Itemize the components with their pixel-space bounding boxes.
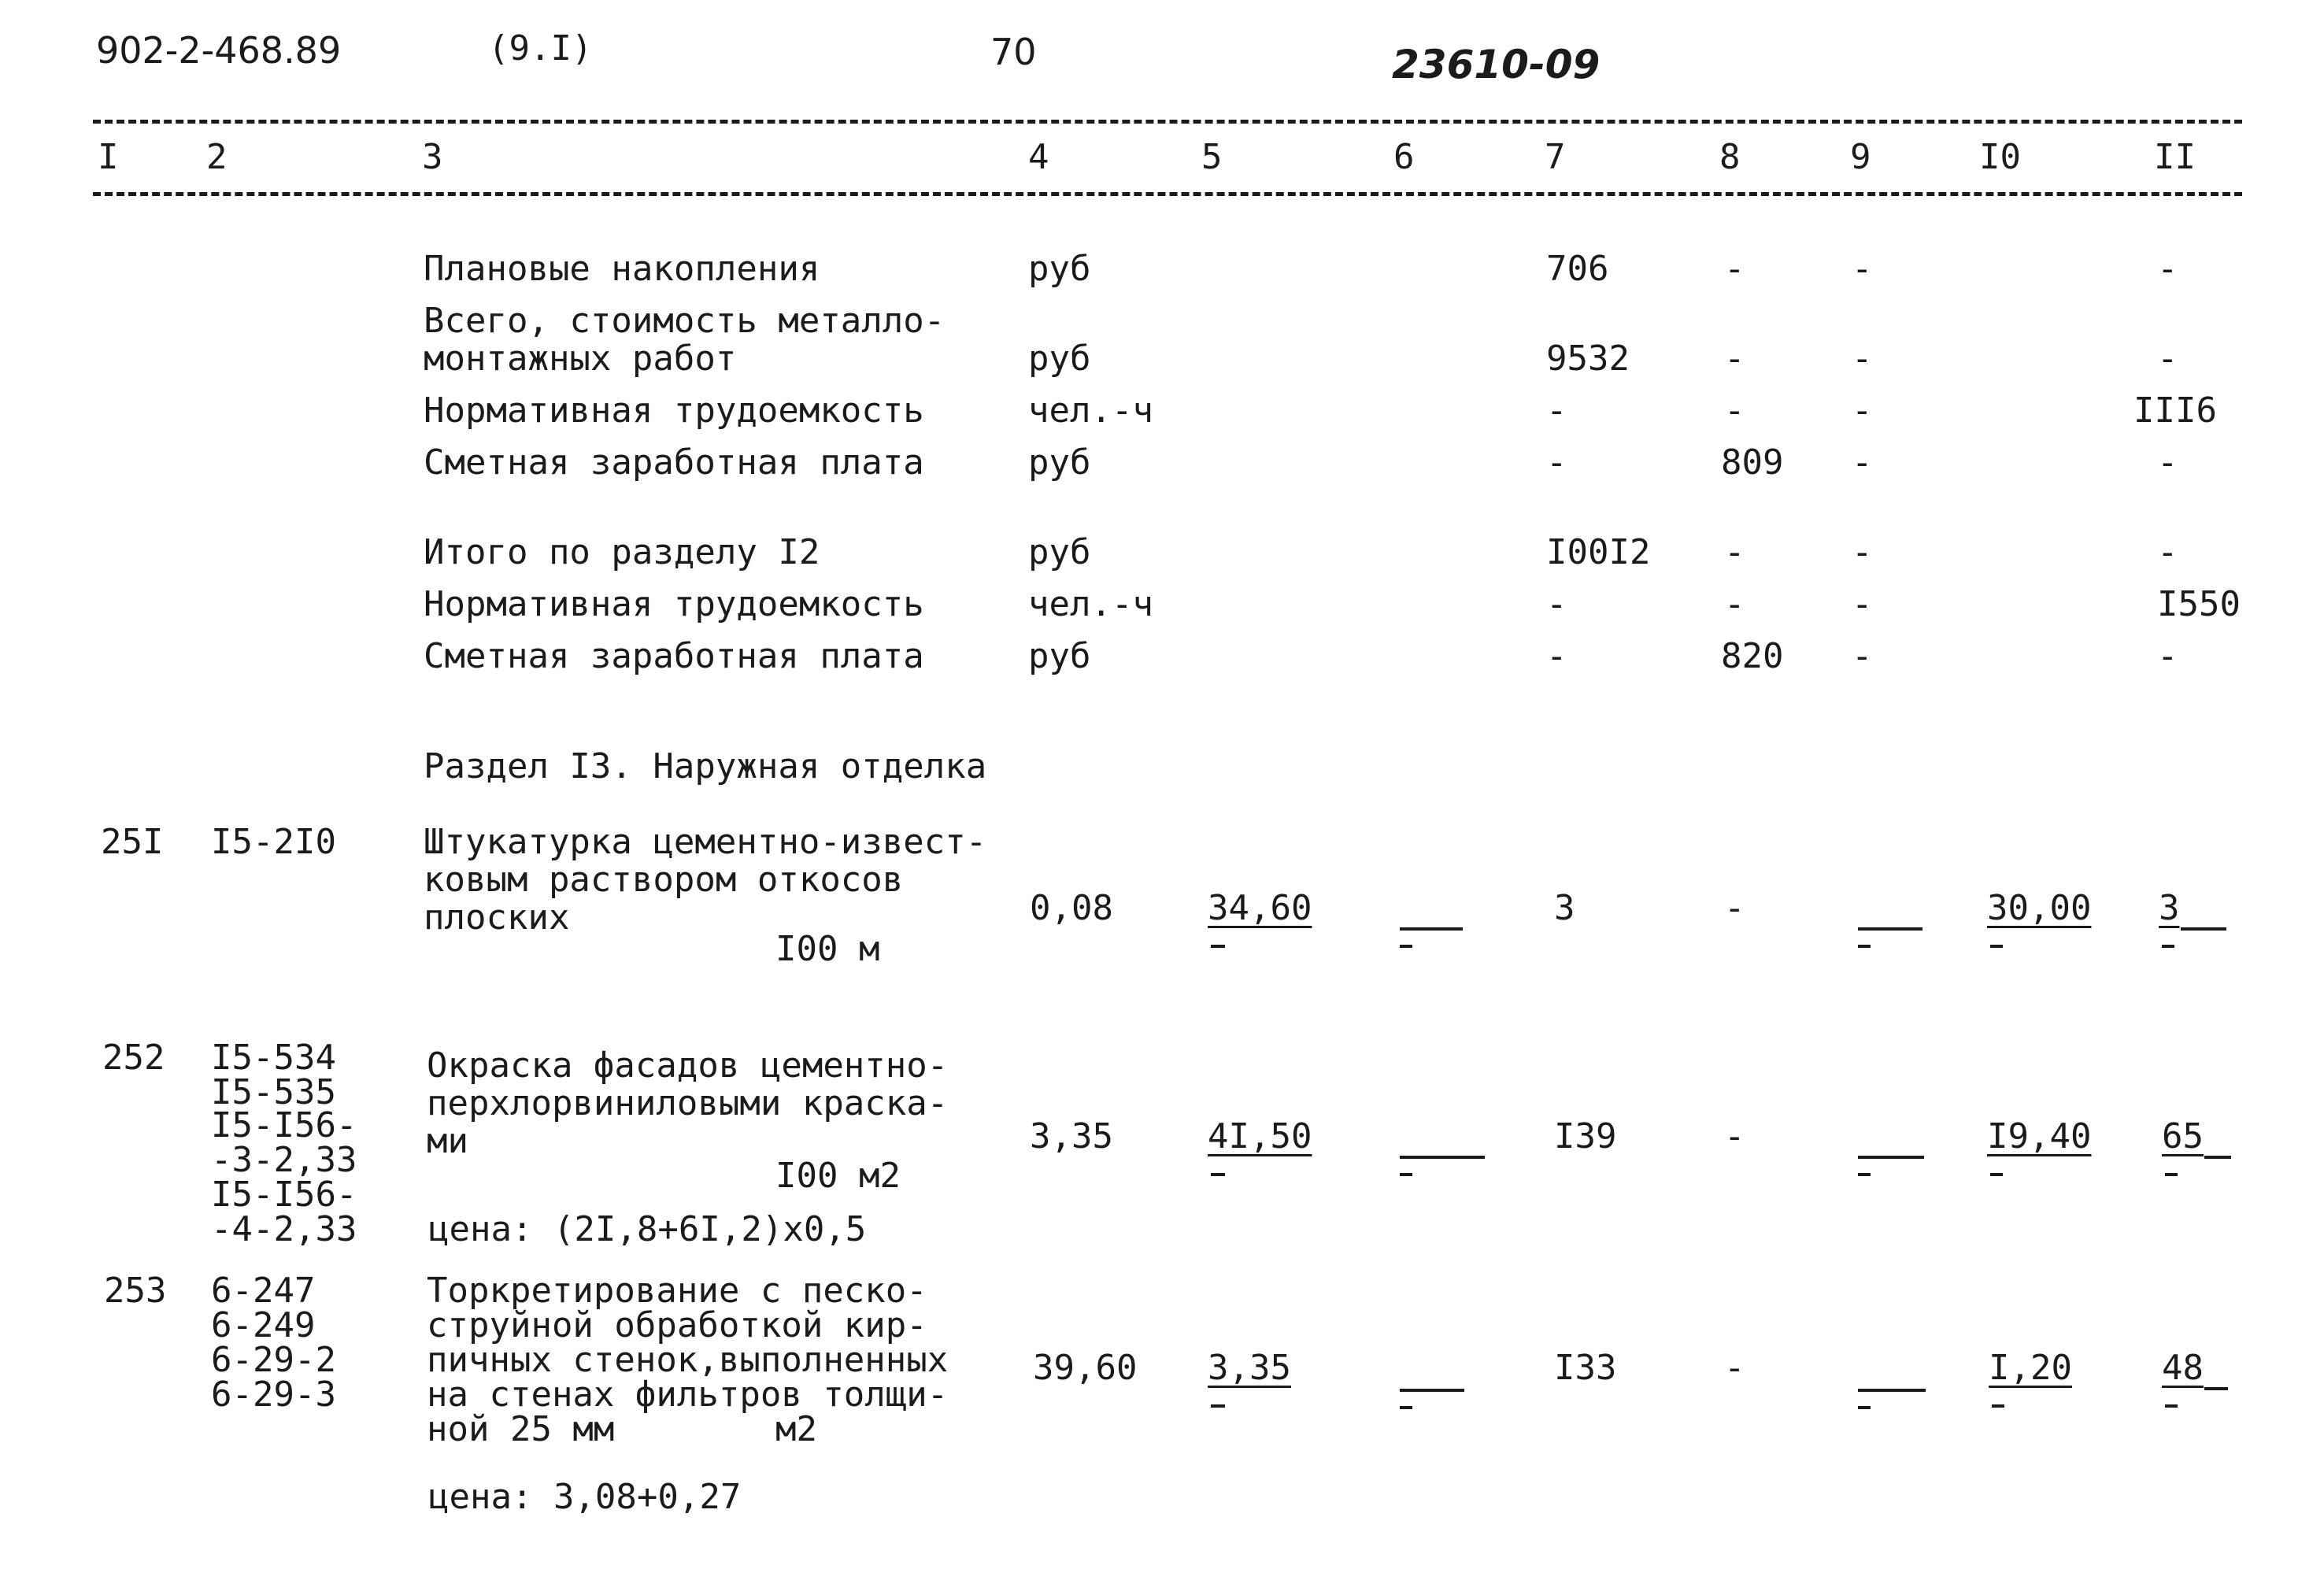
row-qty: 0,08 bbox=[1030, 888, 1113, 928]
section-labor-c7: - bbox=[1546, 584, 1567, 624]
row-c8: - bbox=[1724, 1348, 1745, 1388]
wage-c8: 809 bbox=[1721, 442, 1784, 483]
row-c10: 30,00 bbox=[1987, 888, 2092, 928]
wage-c11: - bbox=[2157, 442, 2178, 483]
header-top-rule bbox=[93, 120, 2242, 124]
row-c10: I,20 bbox=[1989, 1348, 2072, 1388]
row-c10: I9,40 bbox=[1987, 1116, 2092, 1156]
wage-c9: - bbox=[1852, 442, 1873, 483]
section-total-c9: - bbox=[1852, 532, 1873, 572]
section-13-title: Раздел I3. Наружная отделка bbox=[424, 746, 987, 786]
total-cost-label-1: Всего, стоимость металло- bbox=[424, 301, 946, 341]
section-total-c8: - bbox=[1724, 532, 1745, 572]
blank-mark bbox=[2181, 927, 2226, 931]
row-code: 6-29-2 bbox=[211, 1340, 336, 1380]
blank-mark bbox=[2204, 1387, 2228, 1390]
section-total-unit: руб bbox=[1028, 532, 1091, 572]
blank-mark bbox=[1400, 927, 1463, 931]
labor-c11: III6 bbox=[2133, 390, 2217, 431]
row-c11: 3 bbox=[2159, 888, 2180, 928]
wage-label: Сметная заработная плата bbox=[424, 442, 924, 483]
row-c8: - bbox=[1724, 1116, 1745, 1156]
section-wage-label: Сметная заработная плата bbox=[424, 636, 924, 676]
blank-mark bbox=[2204, 1156, 2231, 1159]
row-unit-price: 4I,50 bbox=[1208, 1116, 1312, 1156]
total-cost-label-2: монтажных работ bbox=[424, 339, 737, 379]
tick-mark bbox=[2162, 945, 2174, 948]
row-code: -3-2,33 bbox=[211, 1140, 357, 1180]
tick-mark bbox=[1858, 1406, 1871, 1409]
row-number: 252 bbox=[102, 1038, 165, 1078]
labor-c8: - bbox=[1724, 390, 1745, 431]
row-qty: 3,35 bbox=[1030, 1116, 1113, 1156]
section-labor-unit: чел.-ч bbox=[1028, 584, 1153, 624]
row-unit: I00 м2 bbox=[775, 1156, 901, 1196]
row-code: 6-29-3 bbox=[211, 1375, 336, 1415]
section-labor-c8: - bbox=[1724, 584, 1745, 624]
planned-c8: - bbox=[1724, 249, 1745, 289]
archive-stamp: 23610-09 bbox=[1392, 42, 1601, 87]
row-total-c7: 3 bbox=[1554, 888, 1575, 928]
row-number: 25I bbox=[101, 822, 164, 862]
section-wage-c8: 820 bbox=[1721, 636, 1784, 676]
col-header-9: 9 bbox=[1850, 137, 1871, 177]
blank-mark bbox=[1858, 927, 1922, 931]
col-header-4: 4 bbox=[1028, 137, 1049, 177]
tick-mark bbox=[1858, 945, 1871, 948]
row-price-note: цена: (2I,8+6I,2)x0,5 bbox=[428, 1209, 867, 1249]
row-desc-line: Штукатурка цементно-извест- bbox=[424, 822, 987, 862]
blank-mark bbox=[1858, 1156, 1924, 1159]
row-desc-line: на стенах фильтров толщи- bbox=[427, 1375, 949, 1415]
header-bottom-rule bbox=[93, 192, 2242, 196]
tick-mark bbox=[1990, 1173, 2003, 1176]
row-total-c7: I39 bbox=[1554, 1116, 1617, 1156]
row-price-note: цена: 3,08+0,27 bbox=[428, 1477, 742, 1517]
tick-mark bbox=[1400, 1173, 1412, 1176]
tick-mark bbox=[1211, 1173, 1225, 1176]
row-code: 6-247 bbox=[211, 1271, 316, 1311]
section-total-c11: - bbox=[2157, 532, 2178, 572]
planned-label: Плановые накопления bbox=[424, 249, 820, 289]
row-code: I5-I56- bbox=[211, 1105, 357, 1145]
row-code: I5-2I0 bbox=[211, 822, 336, 862]
row-desc-line: ми bbox=[427, 1121, 468, 1161]
row-unit-price: 3,35 bbox=[1208, 1348, 1291, 1388]
tick-mark bbox=[2165, 1173, 2178, 1176]
labor-unit: чел.-ч bbox=[1028, 390, 1153, 431]
row-unit-price: 34,60 bbox=[1208, 888, 1312, 928]
tick-mark bbox=[1400, 945, 1412, 948]
section-wage-c11: - bbox=[2157, 636, 2178, 676]
col-header-10: I0 bbox=[1979, 137, 2021, 177]
col-header-2: 2 bbox=[206, 137, 228, 177]
labor-label: Нормативная трудоемкость bbox=[424, 390, 924, 431]
total-cost-c9: - bbox=[1852, 339, 1873, 379]
section-total-c7: I00I2 bbox=[1546, 532, 1651, 572]
row-desc-line: Окраска фасадов цементно- bbox=[427, 1045, 949, 1086]
row-c11: 65 bbox=[2162, 1116, 2204, 1156]
total-cost-c11: - bbox=[2157, 339, 2178, 379]
planned-unit: руб bbox=[1028, 249, 1091, 289]
total-cost-c8: - bbox=[1724, 339, 1745, 379]
tick-mark bbox=[1992, 1404, 2004, 1408]
row-desc-line: ной 25 мм bbox=[427, 1409, 615, 1449]
row-unit: I00 м bbox=[775, 929, 880, 969]
row-qty: 39,60 bbox=[1033, 1348, 1138, 1388]
tick-mark bbox=[1858, 1173, 1871, 1176]
labor-c9: - bbox=[1852, 390, 1873, 431]
col-header-7: 7 bbox=[1545, 137, 1566, 177]
row-desc-line: перхлорвиниловыми краска- bbox=[427, 1083, 949, 1123]
blank-mark bbox=[1400, 1156, 1485, 1159]
tick-mark bbox=[1990, 945, 2003, 948]
planned-c7: 706 bbox=[1546, 249, 1609, 289]
row-desc-line: плоских bbox=[424, 897, 570, 938]
row-code: -4-2,33 bbox=[211, 1209, 357, 1249]
tick-mark bbox=[1400, 1406, 1412, 1409]
tick-mark bbox=[1211, 1404, 1225, 1408]
section-wage-c7: - bbox=[1546, 636, 1567, 676]
tick-mark bbox=[1211, 945, 1225, 948]
col-header-6: 6 bbox=[1393, 137, 1415, 177]
planned-c11: - bbox=[2157, 249, 2178, 289]
col-header-3: 3 bbox=[422, 137, 443, 177]
row-desc-line: Торкретирование с песко- bbox=[427, 1271, 927, 1311]
page-number: 70 bbox=[990, 31, 1037, 73]
blank-mark bbox=[1400, 1389, 1464, 1392]
row-desc-line: ковым раствором откосов bbox=[424, 860, 904, 900]
row-code: I5-I56- bbox=[211, 1175, 357, 1215]
section-wage-c9: - bbox=[1852, 636, 1873, 676]
row-code: I5-535 bbox=[211, 1072, 336, 1112]
labor-c7: - bbox=[1546, 390, 1567, 431]
section-labor-label: Нормативная трудоемкость bbox=[424, 584, 924, 624]
col-header-11: II bbox=[2154, 137, 2196, 177]
tick-mark bbox=[2165, 1404, 2178, 1408]
row-desc-line: струйной обработкой кир- bbox=[427, 1305, 927, 1345]
col-header-8: 8 bbox=[1719, 137, 1741, 177]
section-wage-unit: руб bbox=[1028, 636, 1091, 676]
row-c11: 48 bbox=[2162, 1348, 2204, 1388]
row-unit: м2 bbox=[775, 1409, 817, 1449]
row-number: 253 bbox=[104, 1271, 167, 1311]
row-code: I5-534 bbox=[211, 1038, 336, 1078]
total-cost-unit: руб bbox=[1028, 339, 1091, 379]
section-labor-c9: - bbox=[1852, 584, 1873, 624]
col-header-5: 5 bbox=[1201, 137, 1223, 177]
section-total-label: Итого по разделу I2 bbox=[424, 532, 820, 572]
blank-mark bbox=[1858, 1389, 1926, 1392]
section-ref: (9.I) bbox=[488, 28, 593, 68]
row-desc-line: пичных стенок,выполненных bbox=[427, 1340, 949, 1380]
wage-c7: - bbox=[1546, 442, 1567, 483]
total-cost-c7: 9532 bbox=[1546, 339, 1630, 379]
row-code: 6-249 bbox=[211, 1305, 316, 1345]
row-total-c7: I33 bbox=[1554, 1348, 1617, 1388]
wage-unit: руб bbox=[1028, 442, 1091, 483]
col-header-1: I bbox=[98, 137, 119, 177]
section-labor-c11: I550 bbox=[2157, 584, 2241, 624]
doc-code: 902-2-468.89 bbox=[96, 29, 342, 72]
planned-c9: - bbox=[1852, 249, 1873, 289]
row-c8: - bbox=[1724, 888, 1745, 928]
